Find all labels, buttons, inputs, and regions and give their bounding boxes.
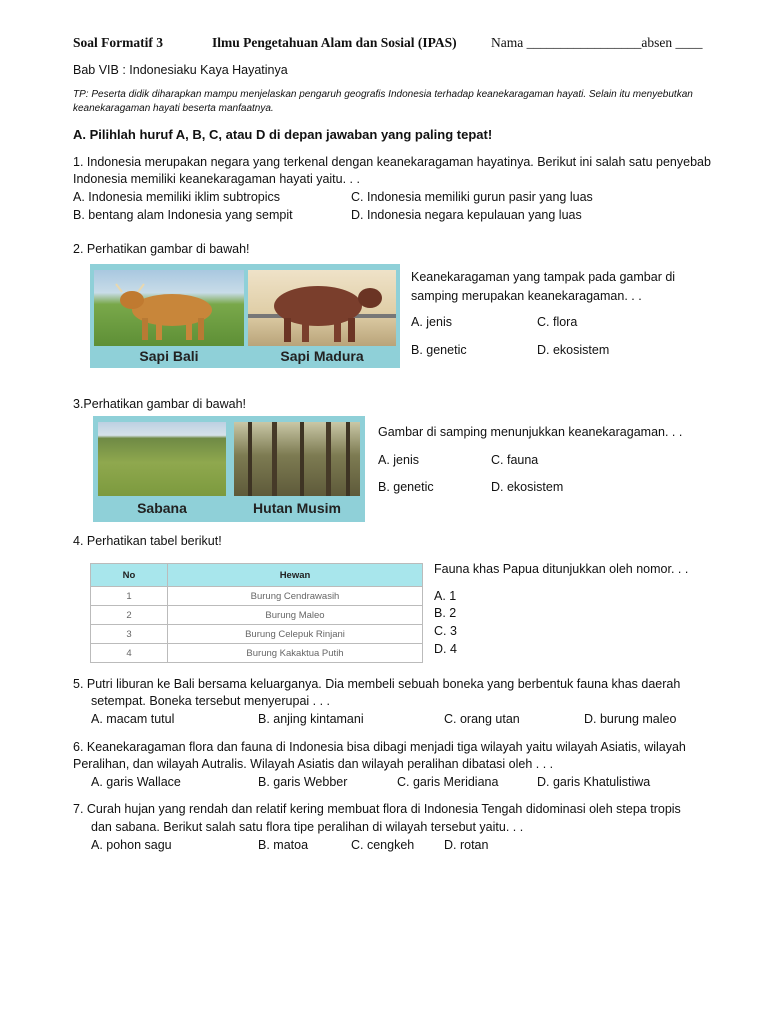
q2-option-a: A. jenis	[411, 315, 452, 329]
q2-option-d: D. ekosistem	[537, 343, 610, 357]
q2-option-c: C. flora	[537, 315, 578, 329]
q7-line2: dan sabana. Berikut salah satu flora tipe peralihan di wilayah tersebut yaitu. . .	[91, 820, 524, 834]
q2-image-panel	[90, 264, 400, 368]
q5-option-c: C. orang utan	[444, 712, 520, 726]
chapter-label: Bab VIB : Indonesiaku Kaya Hayatinya	[73, 63, 288, 77]
table-cell-hewan: Burung Kakaktua Putih	[168, 644, 423, 663]
learning-objective-line2: keanekaragaman hayati beserta manfaatnya.	[73, 103, 274, 114]
q5-line2: setempat. Boneka tersebut menyerupai . . .	[91, 694, 331, 708]
q7-option-a: A. pohon sagu	[91, 838, 172, 852]
hutan-musim-photo	[234, 422, 360, 496]
q6-line1: 6. Keanekaragaman flora dan fauna di Indonesia bisa dibagi menjadi tiga wilayah yaitu wilayah Asiatis, wilayah	[73, 740, 686, 754]
q1-option-b: B. bentang alam Indonesia yang sempit	[73, 208, 293, 222]
q4-option-d: D. 4	[434, 642, 457, 656]
table-cell-hewan: Burung Cendrawasih	[168, 587, 423, 606]
q3-prompt: 3.Perhatikan gambar di bawah!	[73, 397, 247, 411]
subject-title: Ilmu Pengetahuan Alam dan Sosial (IPAS)	[212, 35, 457, 50]
q4-question: Fauna khas Papua ditunjukkan oleh nomor. . .	[434, 562, 689, 576]
sapi-bali-photo	[94, 270, 244, 346]
q6-option-c: C. garis Meridiana	[397, 775, 499, 789]
q2-text-line1: Keanekaragaman yang tampak pada gambar di	[411, 270, 676, 284]
name-field: Nama _________________absen ____	[491, 35, 703, 50]
table-header-hewan: Hewan	[168, 564, 423, 587]
q5-option-a: A. macam tutul	[91, 712, 175, 726]
q3-option-c: C. fauna	[491, 453, 539, 467]
q3-caption-2: Hutan Musim	[253, 500, 341, 516]
learning-objective-line1: TP: Peserta didik diharapkan mampu menjelaskan pengaruh geografis Indonesia terhadap keanekaragaman hayati. Selain itu menyebutkan	[73, 89, 693, 100]
table-header-row	[91, 564, 423, 587]
table-row	[91, 606, 423, 625]
table-header-no: No	[91, 564, 168, 587]
table-cell-no: 3	[91, 625, 168, 644]
q5-line1: 5. Putri liburan ke Bali bersama keluarganya. Dia membeli sebuah boneka yang berbentuk fauna khas daerah	[73, 677, 681, 691]
q2-prompt: 2. Perhatikan gambar di bawah!	[73, 242, 250, 256]
table-cell-hewan: Burung Celepuk Rinjani	[168, 625, 423, 644]
table-cell-hewan: Burung Maleo	[168, 606, 423, 625]
q7-option-c: C. cengkeh	[351, 838, 415, 852]
q6-option-a: A. garis Wallace	[91, 775, 181, 789]
q6-option-d: D. garis Khatulistiwa	[537, 775, 651, 789]
q4-prompt: 4. Perhatikan tabel berikut!	[73, 534, 222, 548]
q3-text-line1: Gambar di samping menunjukkan keanekaragaman. . .	[378, 425, 683, 439]
section-instruction: A. Pilihlah huruf A, B, C, atau D di depan jawaban yang paling tepat!	[73, 127, 493, 142]
worksheet-title: Soal Formatif 3	[73, 35, 163, 50]
q2-caption-2: Sapi Madura	[280, 348, 364, 364]
q2-text-line2: samping merupakan keanekaragaman. . .	[411, 289, 642, 303]
q6-line2: Peralihan, dan wilayah Autralis. Wilayah Asiatis dan wilayah peralihan dibatasi oleh . . .	[73, 757, 554, 771]
q2-caption-1: Sapi Bali	[139, 348, 199, 364]
q4-option-b: B. 2	[434, 606, 457, 620]
q7-option-d: D. rotan	[444, 838, 489, 852]
q7-line1: 7. Curah hujan yang rendah dan relatif kering membuat flora di Indonesia Tengah didominasi oleh stepa tropis	[73, 802, 681, 816]
q4-option-a: A. 1	[434, 589, 457, 603]
q1-line1: 1. Indonesia merupakan negara yang terkenal dengan keanekaragaman hayatinya. Berikut ini salah satu penyebab	[73, 155, 711, 169]
q6-option-b: B. garis Webber	[258, 775, 348, 789]
q5-option-d: D. burung maleo	[584, 712, 677, 726]
q3-option-b: B. genetic	[378, 480, 434, 494]
table-cell-no: 1	[91, 587, 168, 606]
sapi-madura-photo	[248, 270, 396, 346]
q1-option-a: A. Indonesia memiliki iklim subtropics	[73, 190, 281, 204]
sabana-photo	[98, 422, 226, 496]
table-row	[91, 625, 423, 644]
q1-option-d: D. Indonesia negara kepulauan yang luas	[351, 208, 582, 222]
q5-option-b: B. anjing kintamani	[258, 712, 364, 726]
q7-option-b: B. matoa	[258, 838, 309, 852]
q3-caption-1: Sabana	[137, 500, 187, 516]
q4-option-c: C. 3	[434, 624, 457, 638]
table-cell-no: 2	[91, 606, 168, 625]
q3-image-panel	[93, 416, 365, 522]
table-row	[91, 644, 423, 663]
fauna-table	[90, 563, 423, 663]
q2-option-b: B. genetic	[411, 343, 467, 357]
q1-option-c: C. Indonesia memiliki gurun pasir yang luas	[351, 190, 593, 204]
table-cell-no: 4	[91, 644, 168, 663]
table-row	[91, 587, 423, 606]
q1-line2: Indonesia memiliki keanekaragaman hayati yaitu. . .	[73, 172, 360, 186]
q3-option-d: D. ekosistem	[491, 480, 564, 494]
q3-option-a: A. jenis	[378, 453, 419, 467]
